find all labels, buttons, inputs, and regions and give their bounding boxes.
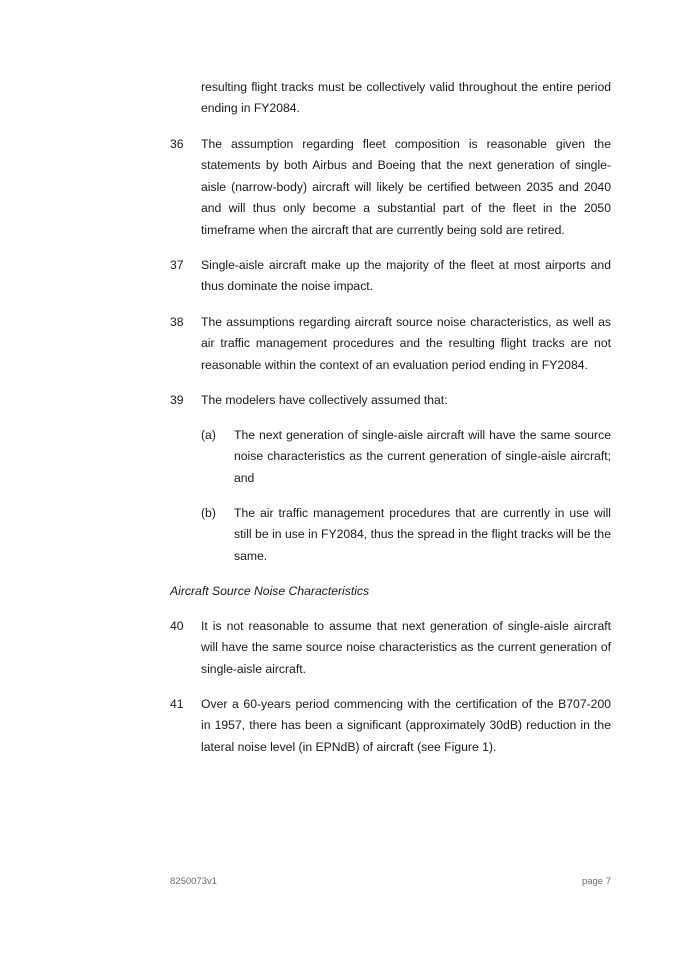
paragraph-number: 39 [170,393,184,407]
subitem-text: The next generation of single-aisle aircraft will have the same source noise characteristics as the current generation of single-aisle aircraft; and [234,428,611,485]
paragraph-text: Single-aisle aircraft make up the majority of the fleet at most airports and thus dominate the noise impact. [201,258,611,294]
paragraph-number: 37 [170,258,184,272]
paragraph-text: The assumptions regarding aircraft source noise characteristics, as well as air traffic management procedures and the resulting flight tracks are not reasonable within the context of an evaluation period ending in FY2084. [201,315,611,372]
paragraph-number: 36 [170,137,184,151]
subitem-text: The air traffic management procedures that are currently in use will still be in use in FY2084, thus the spread in the flight tracks will be the same. [234,506,611,563]
continuation-paragraph: resulting flight tracks must be collectively valid throughout the entire period ending in FY2084. [201,80,611,116]
paragraph-text: Over a 60-years period commencing with the certification of the B707-200 in 1957, there has been a significant (approximately 30dB) reduction in the lateral noise level (in EPNdB) of aircraft (see Figure 1). [201,697,611,754]
paragraph-number: 41 [170,697,184,711]
section-heading: Aircraft Source Noise Characteristics [170,584,370,598]
paragraph-number: 38 [170,315,184,329]
paragraph-number: 40 [170,619,184,633]
subitem-label: (a) [201,428,216,442]
footer-doc-id: 8250073v1 [170,876,218,887]
paragraph-text: The assumption regarding fleet composition is reasonable given the statements by both Airbus and Boeing that the next generation of single-aisle (narrow-body) aircraft will likely be certified between 2035 and 2040 and will thus only become a substantial part of the fleet in the 2050 timeframe when the aircraft that are currently being sold are retired. [201,137,611,237]
paragraph-text: It is not reasonable to assume that next generation of single-aisle aircraft will have the same source noise characteristics as the current generation of single-aisle aircraft. [201,619,611,676]
subitem-label: (b) [201,506,216,520]
footer-page-number: page 7 [581,876,611,887]
paragraph-text: The modelers have collectively assumed that: [201,393,448,407]
